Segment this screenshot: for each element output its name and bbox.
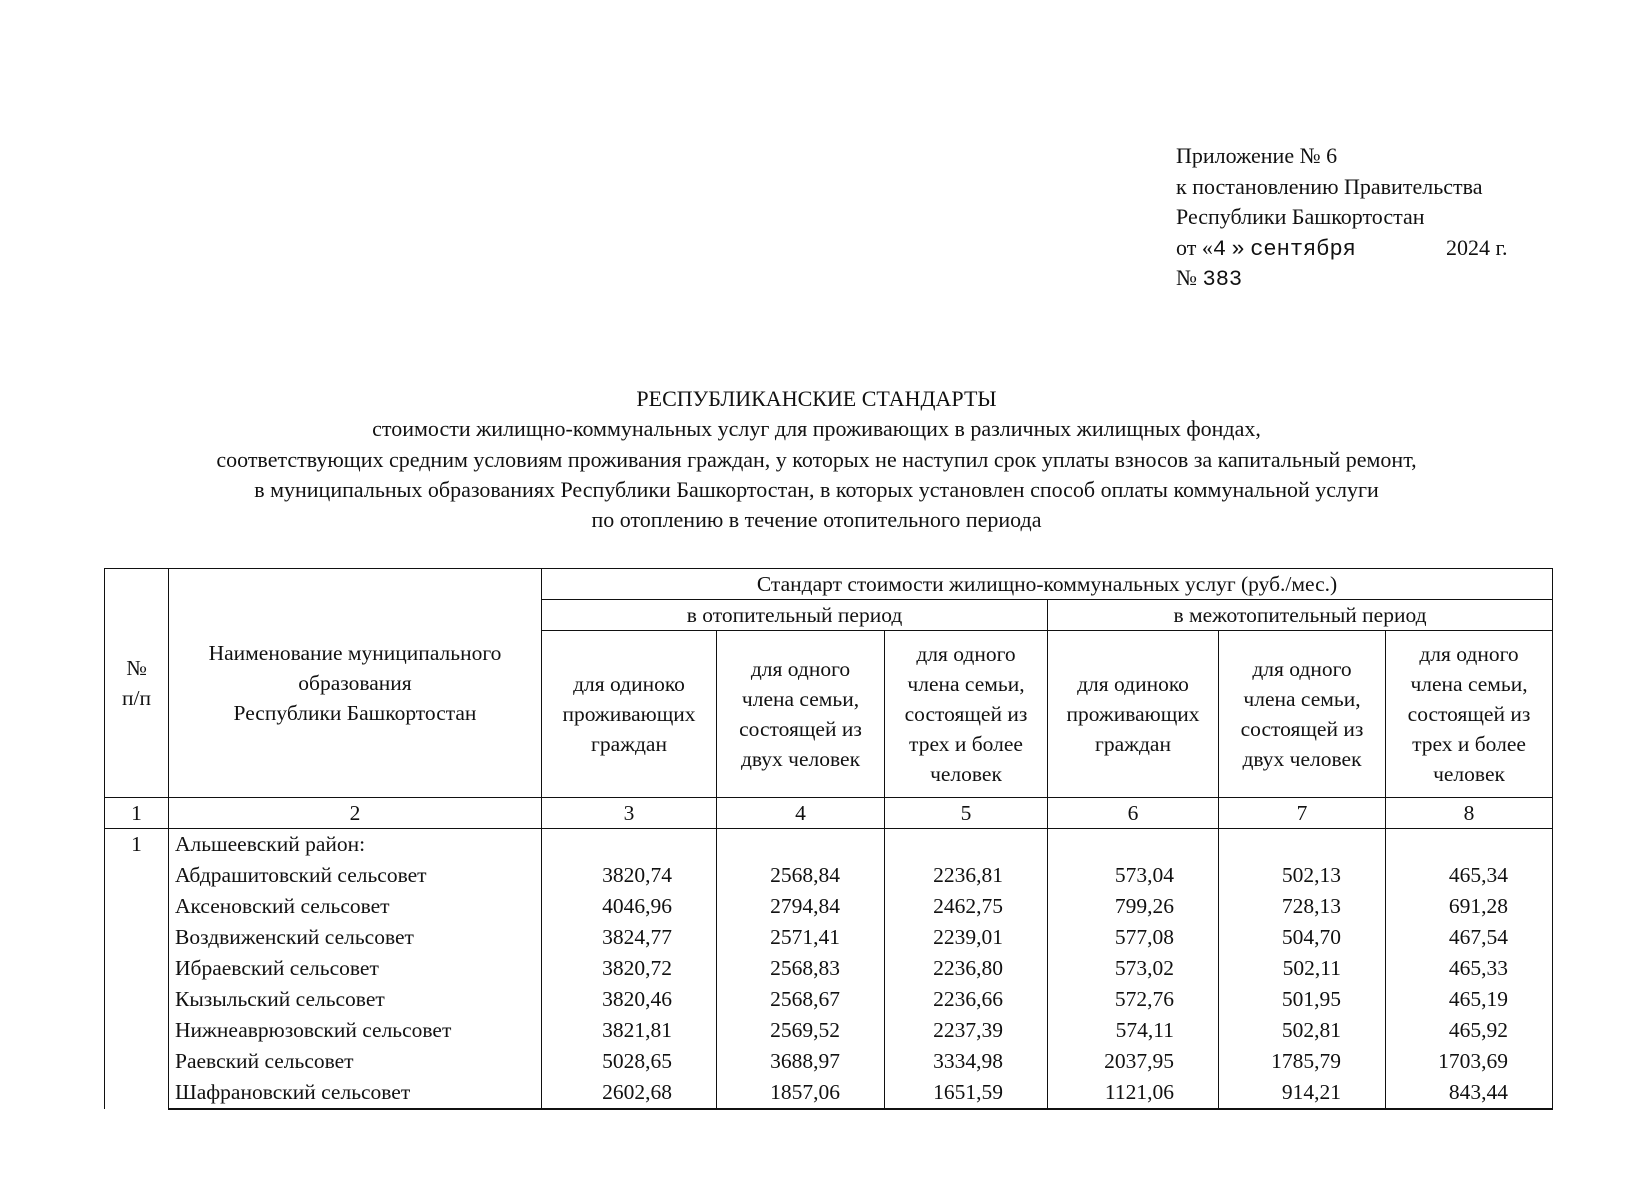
value-cell-v6: 574,11	[1048, 1015, 1219, 1046]
appendix-block	[1176, 141, 1536, 296]
column-number-cell: 2	[169, 798, 542, 829]
empty-cell	[1386, 829, 1553, 861]
header-nonheating-period: в межотопительный период	[1048, 600, 1553, 631]
header-municipality-line-3: Республики Башкортостан	[233, 701, 477, 725]
value-cell-v5: 2236,80	[885, 953, 1048, 984]
header-heating-single	[542, 631, 717, 798]
standards-table	[104, 568, 1553, 1110]
value-cell-v7: 502,13	[1219, 860, 1386, 891]
value-cell-v7: 502,81	[1219, 1015, 1386, 1046]
heading-line-1: стоимости жилищно-коммунальных услуг для проживающих в различных жилищных фондах,	[372, 416, 1261, 442]
value-cell-v4: 2568,83	[717, 953, 885, 984]
header-text-line: члена семьи,	[741, 687, 860, 711]
header-nonheating-two	[1219, 631, 1386, 798]
header-text-line: члена семьи,	[907, 672, 1025, 696]
appendix-date-line	[1176, 233, 1536, 264]
date-year: 2024 г.	[1446, 234, 1508, 260]
value-cell-v6: 1121,06	[1048, 1077, 1219, 1109]
column-number-cell: 4	[717, 798, 885, 829]
header-text-line: человек	[930, 762, 1002, 786]
header-text-line: граждан	[1095, 732, 1171, 756]
value-cell-v8: 1703,69	[1386, 1046, 1553, 1077]
header-text-line: проживающих	[1066, 702, 1200, 726]
value-cell-v6: 572,76	[1048, 984, 1219, 1015]
header-municipality-line-2: образования	[298, 671, 412, 695]
value-cell-v4: 2569,52	[717, 1015, 885, 1046]
document-number: 383	[1202, 267, 1243, 292]
heading-line-4: по отоплению в течение отопительного периода	[591, 507, 1042, 533]
value-cell-v8: 843,44	[1386, 1077, 1553, 1109]
header-text-line: двух человек	[1242, 747, 1362, 771]
value-cell-v3: 3820,46	[542, 984, 717, 1015]
value-cell-v4: 2568,84	[717, 860, 885, 891]
municipality-name: Абдрашитовский сельсовет	[169, 860, 542, 891]
header-text-line: для одиноко	[573, 672, 685, 696]
header-text-line: трех и более	[909, 732, 1023, 756]
value-cell-v8: 465,19	[1386, 984, 1553, 1015]
table-row	[105, 953, 1553, 984]
value-cell-v6: 2037,95	[1048, 1046, 1219, 1077]
value-cell-v6: 799,26	[1048, 891, 1219, 922]
municipality-name: Аксеновский сельсовет	[169, 891, 542, 922]
table-row	[105, 984, 1553, 1015]
value-cell-v4: 2571,41	[717, 922, 885, 953]
value-cell-v7: 501,95	[1219, 984, 1386, 1015]
municipality-name: Раевский сельсовет	[169, 1046, 542, 1077]
empty-cell	[542, 829, 717, 861]
table-body	[105, 829, 1553, 1110]
column-number-cell: 7	[1219, 798, 1386, 829]
value-cell-v8: 467,54	[1386, 922, 1553, 953]
empty-cell	[1048, 829, 1219, 861]
value-cell-v8: 465,33	[1386, 953, 1553, 984]
value-cell-v3: 5028,65	[542, 1046, 717, 1077]
header-number-line-1: №	[126, 656, 147, 680]
table-row-group	[105, 829, 1553, 861]
value-cell-v5: 1651,59	[885, 1077, 1048, 1109]
value-cell-v5: 2236,66	[885, 984, 1048, 1015]
heading-line-3: в муниципальных образованиях Республики Башкортостан, в которых установлен способ оплаты коммунальной услуги	[254, 476, 1379, 502]
value-cell-v5: 2239,01	[885, 922, 1048, 953]
value-cell-v5: 2462,75	[885, 891, 1048, 922]
value-cell-v4: 3688,97	[717, 1046, 885, 1077]
header-text-line: состоящей из	[1240, 717, 1364, 741]
header-text-line: граждан	[591, 732, 667, 756]
header-text-line: трех и более	[1412, 732, 1526, 756]
municipality-name: Кызыльский сельсовет	[169, 984, 542, 1015]
header-text-line: проживающих	[562, 702, 696, 726]
header-municipality	[169, 569, 542, 798]
header-text-line: состоящей из	[739, 717, 862, 741]
header-heating-two	[717, 631, 885, 798]
empty-cell	[1219, 829, 1386, 861]
column-number-cell: 1	[105, 798, 169, 829]
appendix-line-2: к постановлению Правительства	[1176, 173, 1483, 199]
header-nonheating-three	[1386, 631, 1553, 798]
header-nonheating-single	[1048, 631, 1219, 798]
header-text-line: члена семьи,	[1410, 672, 1528, 696]
header-text-line: для одного	[750, 657, 851, 681]
table-row	[105, 1077, 1553, 1109]
appendix-number-line	[1176, 263, 1536, 296]
municipality-name: Ибраевский сельсовет	[169, 953, 542, 984]
municipality-name: Воздвиженский сельсовет	[169, 922, 542, 953]
value-cell-v7: 914,21	[1219, 1077, 1386, 1109]
value-cell-v4: 2568,67	[717, 984, 885, 1015]
appendix-line-3: Республики Башкортостан	[1176, 204, 1425, 229]
value-cell-v7: 728,13	[1219, 891, 1386, 922]
value-cell-v3: 4046,96	[542, 891, 717, 922]
value-cell-v6: 573,04	[1048, 860, 1219, 891]
header-text-line: состоящей из	[1407, 702, 1531, 726]
table-row	[105, 1015, 1553, 1046]
value-cell-v5: 2236,81	[885, 860, 1048, 891]
header-text-line: для одного	[1252, 657, 1352, 681]
value-cell-v5: 3334,98	[885, 1046, 1048, 1077]
header-number	[105, 569, 169, 798]
heading-title: РЕСПУБЛИКАНСКИЕ СТАНДАРТЫ	[636, 386, 997, 411]
value-cell-v6: 577,08	[1048, 922, 1219, 953]
heading-line-2: соответствующих средним условиям проживания граждан, у которых не наступил срок уплаты взносов за капитальный ремонт,	[216, 446, 1417, 472]
date-prefix: от «	[1176, 234, 1213, 260]
value-cell-v8: 691,28	[1386, 891, 1553, 922]
value-cell-v7: 504,70	[1219, 922, 1386, 953]
value-cell-v3: 3824,77	[542, 922, 717, 953]
row-index: 1	[105, 829, 169, 1110]
column-number-cell: 6	[1048, 798, 1219, 829]
header-text-line: члена семьи,	[1243, 687, 1361, 711]
value-cell-v8: 465,34	[1386, 860, 1553, 891]
column-number-cell: 5	[885, 798, 1048, 829]
municipality-name: Шафрановский сельсовет	[169, 1077, 542, 1109]
value-cell-v3: 3820,72	[542, 953, 717, 984]
value-cell-v6: 573,02	[1048, 953, 1219, 984]
header-text-line: состоящей из	[904, 702, 1028, 726]
appendix-line-1: Приложение № 6	[1176, 143, 1338, 168]
value-cell-v3: 3820,74	[542, 860, 717, 891]
table-row	[105, 1046, 1553, 1077]
table-row	[105, 860, 1553, 891]
date-close: »	[1231, 236, 1245, 262]
header-text-line: для одиноко	[1077, 672, 1189, 696]
column-number-cell: 3	[542, 798, 717, 829]
value-cell-v4: 1857,06	[717, 1077, 885, 1109]
column-number-cell: 8	[1386, 798, 1553, 829]
header-text-line: человек	[1433, 762, 1505, 786]
empty-cell	[885, 829, 1048, 861]
date-day: 4	[1212, 236, 1227, 262]
header-heating-period: в отопительный период	[542, 600, 1048, 631]
table-row	[105, 922, 1553, 953]
group-name: Альшеевский район:	[169, 829, 542, 861]
header-standard-group: Стандарт стоимости жилищно-коммунальных услуг (руб./мес.)	[542, 569, 1553, 600]
header-text-line: для одного	[1419, 642, 1519, 666]
header-municipality-line-1: Наименование муниципального	[208, 641, 502, 665]
header-text-line: для одного	[916, 642, 1016, 666]
document-heading	[0, 384, 1633, 535]
value-cell-v3: 2602,68	[542, 1077, 717, 1109]
number-prefix: №	[1176, 265, 1197, 290]
table-row	[105, 891, 1553, 922]
value-cell-v3: 3821,81	[542, 1015, 717, 1046]
municipality-name: Нижнеаврюзовский сельсовет	[169, 1015, 542, 1046]
value-cell-v5: 2237,39	[885, 1015, 1048, 1046]
header-number-line-2: п/п	[122, 686, 151, 710]
header-text-line: двух человек	[740, 747, 861, 771]
value-cell-v4: 2794,84	[717, 891, 885, 922]
value-cell-v8: 465,92	[1386, 1015, 1553, 1046]
date-month: сентября	[1250, 236, 1356, 262]
value-cell-v7: 502,11	[1219, 953, 1386, 984]
empty-cell	[717, 829, 885, 861]
header-heating-three	[885, 631, 1048, 798]
value-cell-v7: 1785,79	[1219, 1046, 1386, 1077]
